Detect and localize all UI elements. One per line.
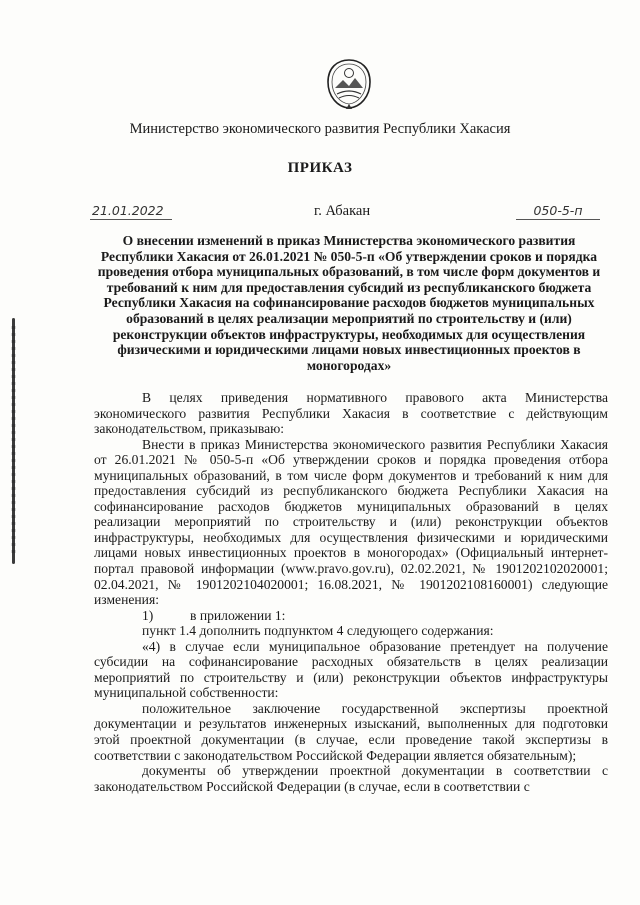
approval-paragraph: документы об утверждении проектной документации в соответствии с законодательством Российской Федерации (в случае, если в соответствии с xyxy=(94,763,608,794)
list-item-text: в приложении 1: xyxy=(190,607,286,623)
order-number: 050-5-п xyxy=(516,203,600,220)
list-item xyxy=(94,608,608,624)
scan-margin-mark xyxy=(12,318,15,564)
preamble-paragraph: В целях приведения нормативного правового акта Министерства экономического развития Республики Хакасия в соответствие с действующим законодательством, приказываю: xyxy=(94,390,608,437)
city-name: г. Абакан xyxy=(314,203,371,219)
order-subject: О внесении изменений в приказ Министерства экономического развития Республики Хакасия от 26.01.2021 № 050-5-п «Об утверждении сроков и порядка проведения отбора муниципальных образований, в том числе форм документов и требований к ним для предоставления субсидий из республиканского бюджета Республики Хакасия на софинансирование расходов бюджетов муниципальных образований в целях реализации мероприятий по строительству и (или) реконструкции объектов инфраструктуры, необходимых для осуществления физическими и юридическими лицами новых инвестиционных проектов в моногородах» xyxy=(97,233,601,373)
date-number-line xyxy=(90,203,610,225)
document-title: ПРИКАЗ xyxy=(287,160,353,176)
order-body xyxy=(94,390,608,794)
ministry-name: Министерство экономического развития Республики Хакасия xyxy=(129,121,511,137)
list-item-number: 1) xyxy=(142,607,154,623)
clause-paragraph: пункт 1.4 дополнить подпунктом 4 следующего содержания: xyxy=(142,623,494,639)
expertise-paragraph: положительное заключение государственной экспертизы проектной документации и результатов инженерных изысканий, выполненных для подготовки этой проектной документации (в случае, если проведение такой экспертизы в соответствии с законодательством Российской Федерации является обязательным); xyxy=(94,700,608,763)
order-date: 21.01.2022 xyxy=(90,203,172,220)
subclause-paragraph: «4) в случае если муниципальное образование претендует на получение субсидии на софинансирование расходных обязательств в целях реализации мероприятий по строительству и (или) реконструкции объектов инфраструктуры муниципальной собственности: xyxy=(94,638,608,701)
amendment-paragraph: Внести в приказ Министерства экономического развития Республики Хакасия от 26.01.2021 № 050-5-п «Об утверждении сроков и порядка проведения отбора муниципальных образований, в том числе форм документов и требований к ним для предоставления субсидий из республиканского бюджета Республики Хакасия на софинансирование расходов бюджетов муниципальных образований в целях реализации мероприятий по строительству и (или) реконструкции объектов инфраструктуры, необходимых для осуществления физическими и юридическими лицами новых инвестиционных проектов в моногородах» (Официальный интернет-портал правовой информации (www.pravo.gov.ru), 02.02.2021, № 1901202102020001; 02.04.2021, № 1901202104020001; 16.08.2021, № 1901202108160001) следующие изменения: xyxy=(94,436,608,608)
coat-of-arms-icon xyxy=(325,58,373,110)
